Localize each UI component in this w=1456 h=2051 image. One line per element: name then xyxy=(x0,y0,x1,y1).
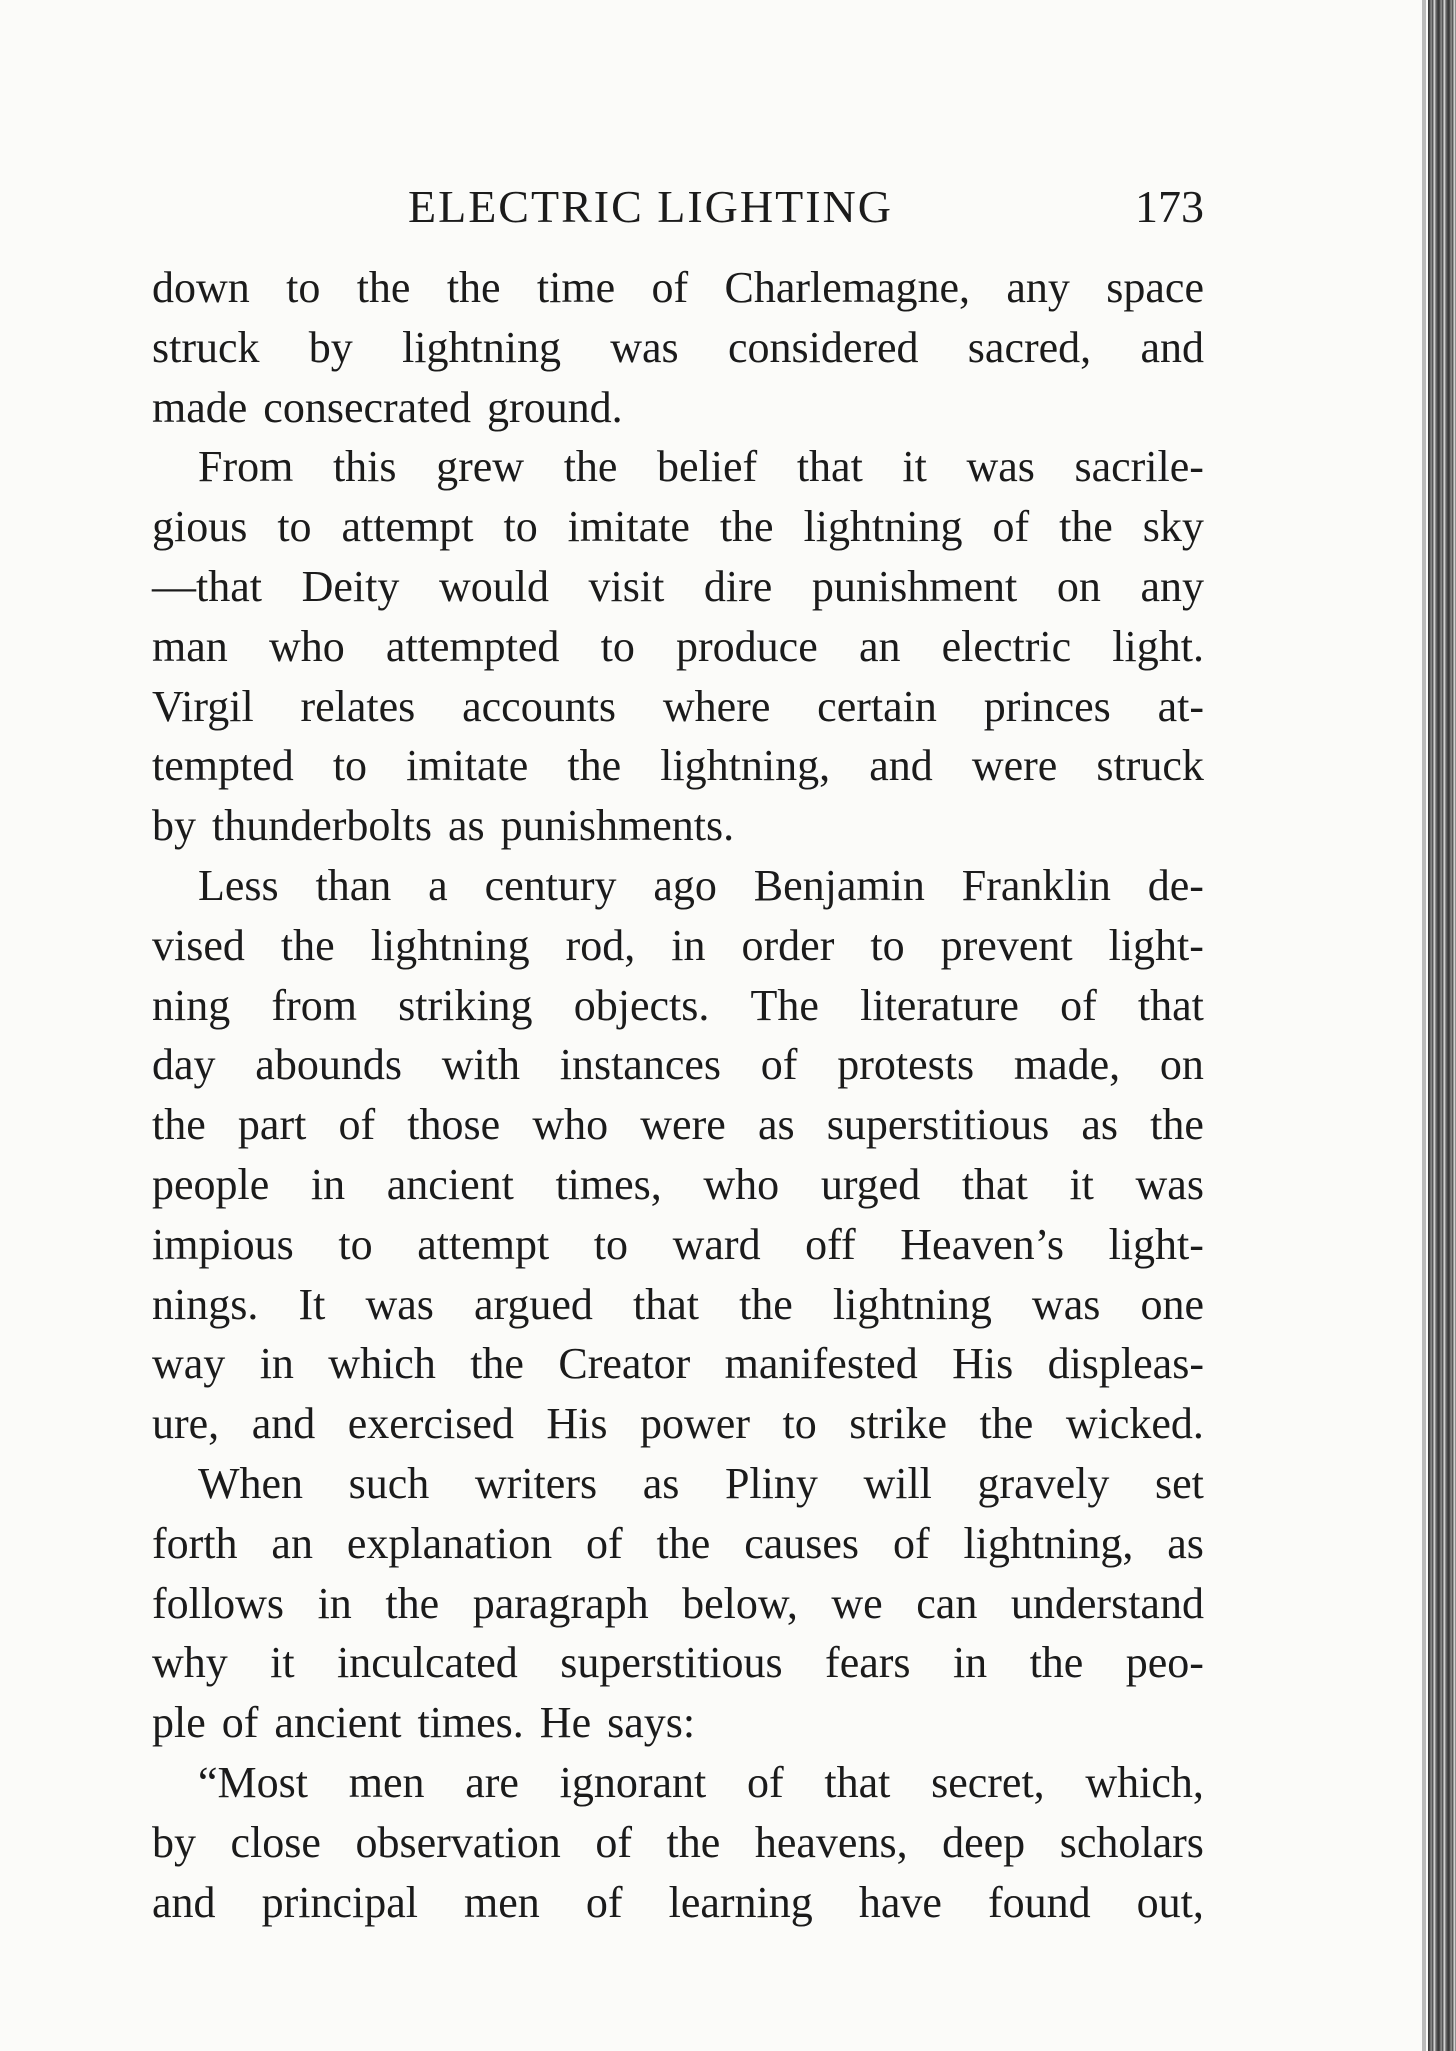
text-line: by thunderbolts as punishments. xyxy=(152,801,735,851)
text-line: impious to attempt to ward off Heaven’s light- xyxy=(152,1219,1204,1269)
text-line: man who attempted to produce an electric light. xyxy=(152,621,1204,671)
text-line: ure, and exercised His power to strike the wicked. xyxy=(152,1399,1204,1449)
text-line: —that Deity would visit dire punishment on any xyxy=(152,561,1204,611)
text-line: down to the the time of Charlemagne, any space xyxy=(152,263,1204,312)
text-line: gious to attempt to imitate the lightning of the sky xyxy=(152,502,1204,552)
text-line: follows in the paragraph below, we can understand xyxy=(152,1578,1204,1628)
text-line: why it inculcated superstitious fears in the peo- xyxy=(152,1638,1204,1688)
text-line: and principal men of learning have found out, xyxy=(152,1877,1204,1927)
text-line: struck by lightning was considered sacred, and xyxy=(152,322,1204,372)
text-line: by close observation of the heavens, deep scholars xyxy=(152,1817,1204,1867)
text-line: the part of those who were as superstitious as the xyxy=(152,1100,1204,1150)
text-line: nings. It was argued that the lightning was one xyxy=(152,1279,1204,1329)
text-line: From this grew the belief that it was sacrile- xyxy=(198,442,1204,492)
text-line: way in which the Creator manifested His displeas- xyxy=(152,1339,1204,1389)
text-line: day abounds with instances of protests made, on xyxy=(152,1040,1204,1090)
text-line: When such writers as Pliny will gravely set xyxy=(198,1458,1204,1508)
text-line: Less than a century ago Benjamin Franklin de- xyxy=(198,860,1204,910)
text-line: people in ancient times, who urged that it was xyxy=(152,1159,1204,1209)
page-header xyxy=(152,172,1204,242)
text-line: Virgil relates accounts where certain princes at- xyxy=(152,681,1204,731)
running-title: ELECTRIC LIGHTING xyxy=(408,181,893,232)
book-page-edge xyxy=(1428,0,1456,2051)
text-line: ning from striking objects. The literature of that xyxy=(152,980,1204,1030)
text-line: “Most men are ignorant of that secret, which, xyxy=(198,1757,1204,1807)
page-gutter-shadow xyxy=(1422,0,1426,2051)
page-number: 173 xyxy=(1135,181,1204,232)
text-line: vised the lightning rod, in order to prevent light- xyxy=(152,920,1204,970)
text-line: made consecrated ground. xyxy=(152,382,623,432)
text-line: tempted to imitate the lightning, and were struck xyxy=(152,741,1204,791)
text-line: forth an explanation of the causes of lightning, as xyxy=(152,1518,1204,1568)
text-line: ple of ancient times. He says: xyxy=(152,1698,696,1748)
body-text xyxy=(152,258,1204,1932)
